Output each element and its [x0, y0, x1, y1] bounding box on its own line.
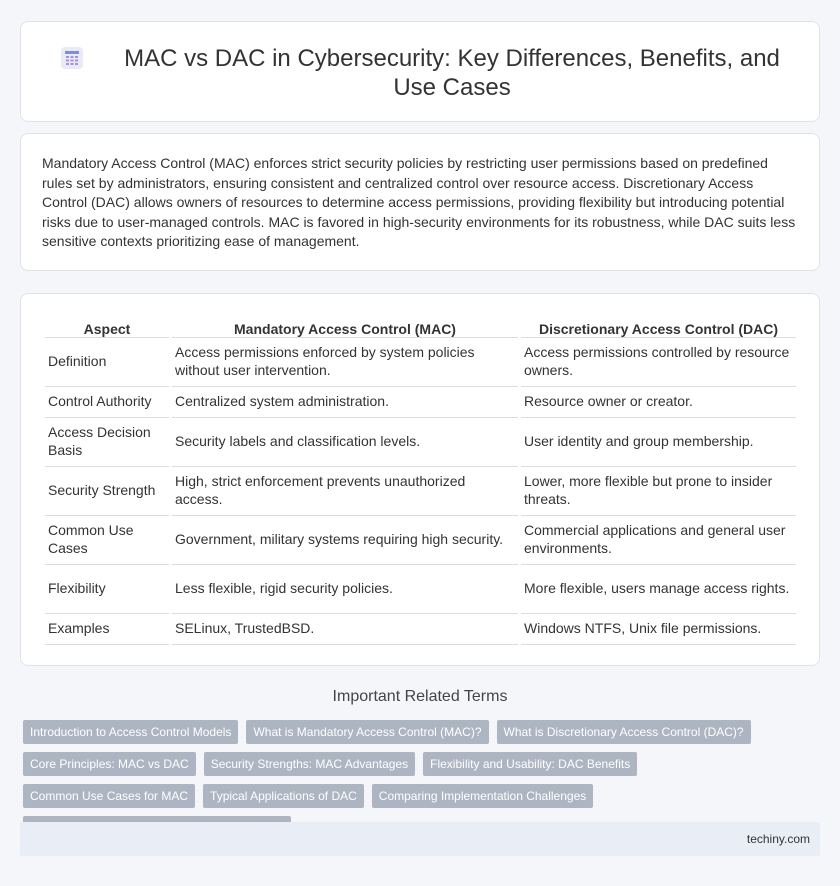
- related-term-link[interactable]: What is Mandatory Access Control (MAC)?: [246, 720, 488, 744]
- related-term-link[interactable]: Comparing Implementation Challenges: [372, 784, 593, 808]
- table-cell-mac: Security labels and classification levels.: [172, 418, 518, 467]
- table-row: [45, 614, 796, 645]
- table-cell-mac: High, strict enforcement prevents unauthorized access.: [172, 467, 518, 516]
- title-wrap: [61, 44, 799, 102]
- table-cell-aspect: Security Strength: [45, 467, 169, 516]
- table-row: [45, 387, 796, 418]
- intro-paragraph: Mandatory Access Control (MAC) enforces strict security policies by restricting user permissions based on predefined rules set by administrators, ensuring consistent and centralized control over resource access. Discretionary Access Control (DAC) allows owners of resources to determine access permissions, providing flexibility but introducing potential risks due to user-managed controls. MAC is favored in high-security environments for its robustness, while DAC suits less sensitive contexts prioritizing ease of management.: [42, 155, 796, 250]
- table-cell-aspect: Examples: [45, 614, 169, 645]
- related-term-link[interactable]: Security Strengths: MAC Advantages: [204, 752, 415, 776]
- footer-bar: [20, 822, 820, 856]
- table-row: [45, 418, 796, 467]
- table-cell-dac: More flexible, users manage access rights.: [521, 565, 796, 614]
- table-cell-aspect: Common Use Cases: [45, 516, 169, 565]
- column-header-aspect: Aspect: [45, 316, 169, 338]
- related-term-link[interactable]: Introduction to Access Control Models: [23, 720, 238, 744]
- table-cell-mac: SELinux, TrustedBSD.: [172, 614, 518, 645]
- related-term-link[interactable]: What is Discretionary Access Control (DAC)?: [497, 720, 751, 744]
- table-cell-mac: Centralized system administration.: [172, 387, 518, 418]
- table-cell-dac: Resource owner or creator.: [521, 387, 796, 418]
- calendar-grid-icon: [61, 47, 83, 69]
- related-term-link[interactable]: Typical Applications of DAC: [203, 784, 364, 808]
- table-cell-aspect: Access Decision Basis: [45, 418, 169, 467]
- table-cell-aspect: Control Authority: [45, 387, 169, 418]
- related-term-link[interactable]: Common Use Cases for MAC: [23, 784, 195, 808]
- table-cell-dac: Access permissions controlled by resource owners.: [521, 338, 796, 387]
- table-cell-dac: User identity and group membership.: [521, 418, 796, 467]
- table-row: [45, 338, 796, 387]
- intro-card: [20, 133, 820, 271]
- table-row: [45, 467, 796, 516]
- table-cell-dac: Lower, more flexible but prone to insider threats.: [521, 467, 796, 516]
- table-cell-mac: Less flexible, rigid security policies.: [172, 565, 518, 614]
- header-card: [20, 21, 820, 122]
- table-cell-dac: Commercial applications and general user environments.: [521, 516, 796, 565]
- table-cell-dac: Windows NTFS, Unix file permissions.: [521, 614, 796, 645]
- page-title: MAC vs DAC in Cybersecurity: Key Differences, Benefits, and Use Cases: [124, 45, 780, 101]
- comparison-card: [20, 293, 820, 666]
- related-terms-heading: Important Related Terms: [332, 688, 508, 705]
- footer-site-name: techiny.com: [746, 832, 810, 846]
- related-term-link[interactable]: Core Principles: MAC vs DAC: [23, 752, 196, 776]
- table-cell-mac: Access permissions enforced by system policies without user intervention.: [172, 338, 518, 387]
- table-row: [45, 565, 796, 614]
- table-header-row: [45, 316, 796, 338]
- table-cell-aspect: Flexibility: [45, 565, 169, 614]
- related-term-link[interactable]: Flexibility and Usability: DAC Benefits: [423, 752, 637, 776]
- table-row: [45, 516, 796, 565]
- comparison-table: [42, 316, 799, 645]
- column-header-dac: Discretionary Access Control (DAC): [521, 316, 796, 338]
- table-cell-mac: Government, military systems requiring high security.: [172, 516, 518, 565]
- column-header-mac: Mandatory Access Control (MAC): [172, 316, 518, 338]
- table-cell-aspect: Definition: [45, 338, 169, 387]
